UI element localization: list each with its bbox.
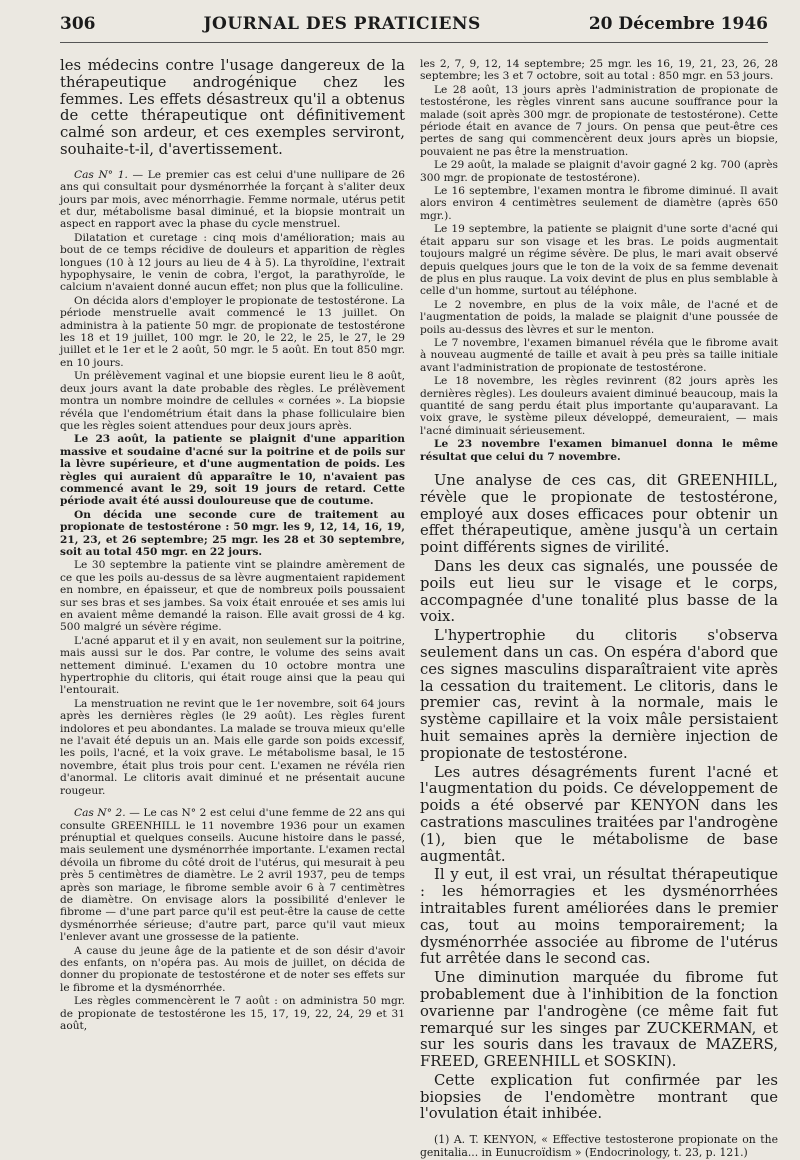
case2-sep16: Le 16 septembre, l'examen montra le fibrome diminué. Il avait alors environ 4 centimètres seulement de diamètre (après 650 mgr.). — [420, 185, 778, 222]
footnote: (1) A. T. KENYON, « Effective testosterone propionate on the genitalia... in Eunucroïdism » (Endocrinology, t. 23, p. 121.) — [420, 1133, 778, 1160]
page-header — [60, 14, 768, 43]
intro-paragraph: les médecins contre l'usage dangereux de la thérapeutique androgénique chez les femmes. Les effets désastreux qu'il a obtenus de cette thérapeutique ont définitivement calmé son ardeur, et ces exemples serviront, souhaite-t-il, d'avertissement. — [60, 57, 405, 158]
case1-dilatation: Dilatation et curetage : cinq mois d'amélioration; mais au bout de ce temps récidive de douleurs et apparition de règles longues (10 à 12 jours au lieu de 4 à 5). La thyroïdine, l'extrait hypophysaire, le venin de cobra, l'ergot, la parathyroïde, le calcium n'avaient donné aucun effet; non plus que la folliculine. — [60, 231, 405, 294]
case1-august: Le 23 août, la patiente se plaignit d'une apparition massive et soudaine d'acné sur la poitrine et de poils sur la lèvre supérieure, et d'une augmentation de poids. Les règles qui auraient dû apparaître le 10, n'avaient pas commencé avant le 29, soit 19 jours de retard. Cette période avait été aussi douloureuse que de coutume. — [60, 433, 405, 508]
explanation-paragraph: Cette explication fut confirmée par les biopsies de l'endomètre montrant que l'ovulation était inhibée. — [420, 1071, 778, 1123]
page-number: 306 — [60, 14, 96, 34]
case2-continued: les 2, 7, 9, 12, 14 septembre; 25 mgr. les 16, 19, 21, 23, 26, 28 septembre; les 3 et 7 octobre, soit au total : 850 mgr. en 53 jours. — [420, 58, 778, 83]
issue-date: 20 Décembre 1946 — [588, 14, 768, 34]
journal-title: JOURNAL DES PRATICIENS — [203, 14, 481, 34]
case1-menstruation: La menstruation ne revint que le 1er novembre, soit 64 jours après les dernières règles (le 29 août). Les règles furent indolores et peu abondantes. La malade se trouva mieux qu'elle ne l'avait été depuis un an. Mais elle garde son poids excessif, les poils, l'acné, et la voix grave. Le métabolisme basal, le 15 novembre, était plus trois pour cent. L'examen ne révéla rien d'anormal. Le clitoris avait diminué et ne présentait aucune rougeur. — [60, 697, 405, 797]
case2-aug28: Le 28 août, 13 jours après l'administration de propionate de testostérone, les règles vinrent sans aucune souffrance pour la malade (soit après 300 mgr. de propionate de testostérone). Cette période était en avance de 7 jours. On pensa que peut-être ces pertes de sang qui commencèrent deux jours après un biopsie, pouvaient ne pas être la menstruation. — [420, 83, 778, 158]
clitoris-paragraph: L'hypertrophie du clitoris s'observa seulement dans un cas. On espéra d'abord que ces signes masculins disparaîtraient vite après la cessation du traitement. Le clitoris, dans le premier cas, revint à la normale, mais le système capillaire et la voix mâle persistaient huit semaines après la dernière injection de propionate de testostérone. — [420, 627, 778, 762]
case1-treatment: On décida alors d'employer le propionate de testostérone. La période menstruelle avait commencé le 13 juillet. On administra à la patiente 50 mgr. de propionate de testostérone les 18 et 19 juillet, 100 mgr. le 20, le 22, le 25, le 27, le 29 juillet et le 1er et le 2 août, 50 mgr. le 5 août. En tout 850 mgr. en 10 jours. — [60, 294, 405, 369]
weight-paragraph: Les autres désagréments furent l'acné et l'augmentation du poids. Ce développement de poids a été observé par KENYON dans les castrations masculines traitées par l'androgène (1), bien que le métabolisme de base augmentât. — [420, 763, 778, 865]
case1-september: Le 30 septembre la patiente vint se plaindre amèrement de ce que les poils au-dessus de sa lèvre augmentaient rapidement en nombre, en épaisseur, et que de nombreux poils poussaient sur ses bras et ses jambes. Sa voix était enrouée et ses amis lui en avaient même demandé la raison. Elle avait grossi de 4 kg. 500 malgré un sévère régime. — [60, 559, 405, 634]
case2-treatment: Les règles commencèrent le 7 août : on administra 50 mgr. de propionate de testostérone les 15, 17, 19, 22, 24, 29 et 31 août, — [60, 995, 405, 1032]
case2-nov18: Le 18 novembre, les règles revinrent (82 jours après les dernières règles). Les douleurs avaient diminué beaucoup, mais la quantité de sang perdu était plus importante qu'auparavant. La voix grave, le système pileux développé, demeuraient, — mais l'acné diminuait sérieusement. — [420, 375, 778, 437]
hair-paragraph: Dans les deux cas signalés, une poussée de poils eut lieu sur le visage et le corps, accompagnée d'une tonalité plus basse de la voix. — [420, 557, 778, 626]
right-column — [420, 58, 778, 1160]
case1-acne: L'acné apparut et il y en avait, non seulement sur la poitrine, mais aussi sur le dos. Par contre, le volume des seins avait nettement diminué. L'examen du 10 octobre montra une hypertrophie du clitoris, qui était rouge ainsi que la peau qui l'entourait. — [60, 634, 405, 697]
fibroma-paragraph: Une diminution marquée du fibrome fut probablement due à l'inhibition de la fonction ovarienne par l'androgène (ce même fait fut remarqué sur les singes par ZUCKERMAN, et sur les souris dans les travaux de MAZERS, FREED, GREENHILL et SOSKIN). — [420, 969, 778, 1071]
case2-sep19: Le 19 septembre, la patiente se plaignit d'une sorte d'acné qui était apparu sur son visage et les bras. Le poids augmentait toujours malgré un régime sévère. De plus, le mari avait observé depuis quelques jours que le ton de la voix de sa femme devenait de plus en plus rauque. La voix devint de plus en plus semblable à celle d'un homme, surtout au téléphone. — [420, 223, 778, 298]
case2-label: Cas N° 2. — [74, 807, 126, 820]
case2-nov23: Le 23 novembre l'examen bimanuel donna le même résultat que celui du 7 novembre. — [420, 438, 778, 463]
therapeutic-paragraph: Il y eut, il est vrai, un résultat thérapeutique : les hémorragies et les dysménorrhées intraitables furent améliorées dans le premier cas, tout au moins temporairement; la dysménorrhée associée au fibrome de l'utérus fut arrêtée dans le second cas. — [420, 866, 778, 968]
case2-decision: A cause du jeune âge de la patiente et de son désir d'avoir des enfants, on n'opéra pas. Au mois de juillet, on décida de donner du propionate de testostérone et de noter ses effets sur le fibrome et la dysménorrhée. — [60, 944, 405, 994]
case1-paragraph: Cas N° 1. — Le premier cas est celui d'une nullipare de 26 ans qui consultait pour dysménorrhée la forçant à s'aliter deux jours par mois, avec ménorrhagie. Femme normale, utérus petit et dur, métabolisme basal diminué, et la biopsie montrait un aspect en rapport avec la phase du cycle menstruel. — [60, 168, 405, 231]
analysis-paragraph: Une analyse de ces cas, dit GREENHILL, révèle que le propionate de testostérone, employé aux doses efficaces pour obtenir un effet thérapeutique, amène jusqu'à un certain point différents signes de virilité. — [420, 472, 778, 557]
case2-aug29: Le 29 août, la malade se plaignit d'avoir gagné 2 kg. 700 (après 300 mgr. de propionate de testostérone). — [420, 159, 778, 184]
case1-label: Cas N° 1. — [74, 168, 128, 181]
case2-nov7: Le 7 novembre, l'examen bimanuel révéla que le fibrome avait à nouveau augmenté de taille et avait à peu près sa taille initiale avant l'administration de propionate de testostérone. — [420, 336, 778, 374]
case1-biopsy: Un prélèvement vaginal et une biopsie eurent lieu le 8 août, deux jours avant la date probable des règles. Le prélèvement montra un nombre moindre de cellules « cornées ». La biopsie révéla que l'endométrium était dans la phase folliculaire bien que les règles soient attendues pour deux jours après. — [60, 370, 405, 432]
case1-second-cure: On décida une seconde cure de traitement au propionate de testostérone : 50 mgr. les 9, 12, 14, 16, 19, 21, 23, et 26 septembre; 25 mgr. les 28 et 30 septembre, soit au total 450 mgr. en 22 jours. — [60, 508, 405, 558]
case2-paragraph: Cas N° 2. — Le cas N° 2 est celui d'une femme de 22 ans qui consulte GREENHILL le 11 novembre 1936 pour un examen prénuptial et quelques conseils. Aucune histoire dans le passé, mais seulement une dysménorrhée importante. L'examen rectal dévoila un fibrome du côté droit de l'utérus, qui mesurait à peu près 5 centimètres de diamètre. Le 2 avril 1937, peu de temps après son mariage, le fibrome semble avoir 6 à 7 centimètres de diamètre. On envisage alors la possibilité d'enlever le fibrome — d'une part parce qu'il est peut-être la cause de cette dysménorrhée sérieuse; d'autre part, parce qu'il vaut mieux l'enlever avant une grossesse de la patiente. — [60, 807, 405, 944]
left-column — [60, 58, 405, 1033]
case2-nov2: Le 2 novembre, en plus de la voix mâle, de l'acné et de l'augmentation de poids, la malade se plaignit d'une poussée de poils au-dessus des lèvres et sur le menton. — [420, 298, 778, 336]
